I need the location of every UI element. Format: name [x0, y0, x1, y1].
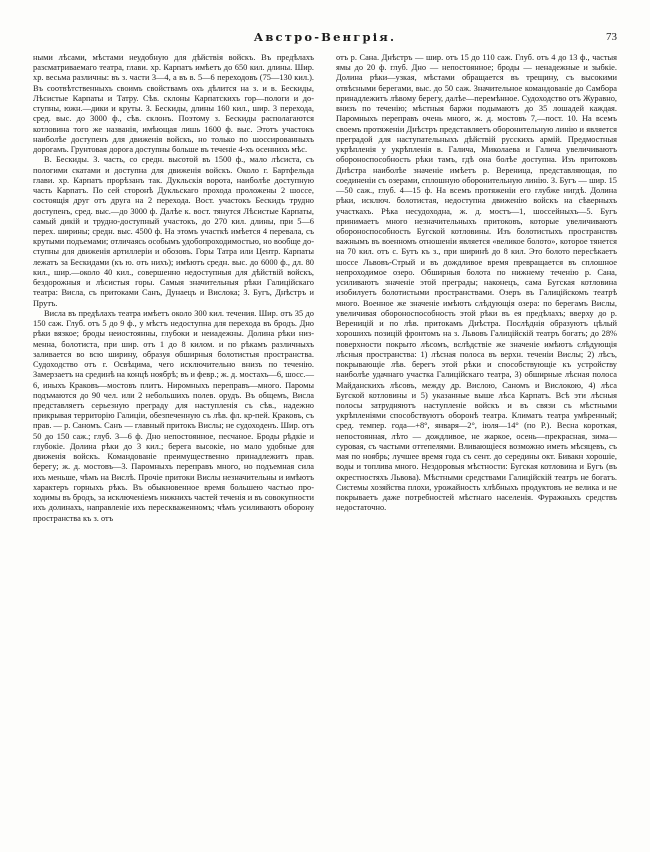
right-column: [336, 53, 617, 524]
paragraph: В. Бескиды. З. часть, со средн. высотой въ 1500 ф., мало лѣсиста, съ пологими скатами и доступна для движенія войскъ. Около г. Бартфельда глави. хр. Карпатъ прорѣзанъ так. Дукльскія ворота, наиболѣе доступную часть Карпатъ. По сей сторонѣ Дукльскаго прохода проложены 2 шоссе, состоящія друг отъ друга на 2 перехода. Вост. участокъ Бескидъ трудно доступенъ, сред. выс.—до 3000 ф. Далѣе к. вост. тянутся Лѣсистые Карпаты, самый дикій и трудно-доступный участокъ, до 270 кил. длины, при 5—6 перех. ширины; средн. выс. 4500 ф. На этомъ участкѣ имѣется 4 перевала, съ крутыми подъемами; отличаясь особымъ удобопроходимостью, но вообще доступны для движенія артиллеріи и обозовъ. Горы Татра или Центр. Карпаты лежатъ за Бескидами (къ ю. отъ нихъ); имѣютъ средн. выс. до 6000 ф., дл. 80 кил., шир.—около 40 кил., совершенно недоступныя для дѣйствій войскъ, бездорожныя и лѣсистыя горы. Самыя значительныя рѣки Галиційскаго театра: Висла, съ притоками Санъ, Дунаецъ и Вислока; З. Бугъ, Днѣстръ и Прутъ.: [33, 155, 314, 308]
paragraph: ными лѣсами, мѣстами неудобную для дѣйствія войскъ. Въ предѣлахъ разсматриваемаго театра, глави. хр. Карпатъ имѣетъ до 650 кил. длины. Шир. хр. весьма различны: въ з. части 3—4, а въ в. 5—6 переходовъ (75—130 кил.). Въ соотвѣтственныхъ своимъ свойствамъ охъ дѣлится на з. и в. Бескиды, Лѣсистые Карпаты и Татру. Сѣв. склоны Карпатскихъ гор—пологи и доступны, южн.—дики и круты. З. Бескиды, длины 160 кил., шир. 3 перехода, сред. выс. до 3000 ф., сѣв. склонъ. Поэтому з. Бескиды располагаются котловина того же названія, имѣющая лишь 1600 ф. выс. Этотъ участокъ наиболѣе доступенъ для движенія войскъ, но только по шоссированныхъ дорогамъ. Грунтовая дорога доступны больше въ теченіе 4-хъ осеннихъ мѣс.: [33, 53, 314, 155]
left-column: [33, 53, 314, 524]
text-columns: [33, 53, 617, 524]
page-number: 73: [606, 31, 617, 43]
paragraph: Висла въ предѣлахъ театра имѣетъ около 300 кил. течения. Шир. отъ 35 до 150 саж. Глуб. отъ 5 до 9 ф., у мѣстъ недоступна для перехода въ бродъ. Дно рѣки вязкое; броды неиостоянны, глубоки и неиадежны. Долина рѣки низменна, болотиста, при шир. отъ 1 до 8 килом. и по рѣкамъ различныхъ заливается во всю ширину, образуя обширныя болотистыя пространства. Судоходство отъ г. Освѣцима, чего исключительно внизъ по теченію. Замерзаетъ на срединѣ на концѣ ноябрѣ; въ и февр.; ж. д. мостахъ—6, шосс.—6, иныхъ Краковъ—мостовъ плитъ. Ниромныхъ переправъ—много. Паромы подъмаются до 90 чел. или 2 небольшихъ полев. орудъ. Въ общемъ, Висла представляетъ серьезную преграду для наступленія съ сѣв., надежно прикрывая территорію Галиціи, обезпеченную съ лѣв. фл. кр-пей. Краковъ, съ прав. — р. Саномъ. Санъ — главный притокъ Вислы; не судоходенъ. Шир. отъ 50 до 150 саж.; глуб. 3—6 ф. Дно непостоянное, песчаное. Броды рѣдкіе и глубокіе. Долина рѣки до 3 кил.; берега высокіе, но мало удобные для движенія войскъ. Командованіе преимущественно принадлежитъ прав. берегу; ж. д. мостовъ—3. Паромныхъ переправъ много, но подъемная сила ихъ меньше, чѣмъ на Вислѣ. Прочіе притоки Вислы незначительны и имѣютъ характеръ горныхъ рѣкъ. Въ обыкновенное время большею частью проходимы въ бродъ, за исключеніемъ нижнихъ частей теченія и въ совокупности ихъ долинахъ, направленіе ихъ перескваженномъ; чѣмъ усиливаютъ оборону пространства къ з. отъ: [33, 308, 314, 523]
paragraph: отъ р. Сана. Днѣстръ — шир. отъ 15 до 110 саж. Глуб. отъ 4 до 13 ф., частыя ямы до 20 ф. глуб. Дно — непостоянное; броды — ненадежные и зыбкіе. Долина рѣки—узкая, мѣстами обращается въ трещину, съ высокими отвѣсными берегами, выс. до 50 саж. Значительное командованіе до Самбора принадлежитъ лѣвому берегу, далѣе—перемѣнное. Судоходство отъ Журавно, внизъ по теченію; мѣстныя баржи подымаютъ до 35 лошадей каждая. Паромныхъ переправъ очень много, ж. д. мостовъ 7,—пост. 10. На всемъ своемъ протяженіи Днѣстръ представляетъ оборонительную линію и является преградой для наступательныхъ дѣйствій русскихъ армій. Предмостныя укрѣпленія у укрѣпленія в. Галича, Миколаева и Галича увеличиваютъ обороноспособность рѣки тамъ, гдѣ она болѣе доступна. Изъ притоковъ Днѣстра наиболѣе значеніе имѣетъ р. Вереница, представляющая, по соединеніи съ озерами, сплошную оборонительную линію. З. Бугъ — шир. 15—50 саж., глуб. 4—15 ф. На всемъ протяженіи его глубже нигдѣ. Долина рѣки, исключ. болотистая, недоступна движенію войскъ на сѣверныхъ участкахъ. Рѣка несудоходна, ж. д. мостъ—1, шоссейныхъ—5. Бугъ принимаетъ много незначительныхъ притоковъ, которые увеличиваютъ обороноспособность Бугской котловины. Изъ болотистыхъ пространствъ важнымъ въ военномъ отношеніи является «великое болото», которое тянется на 70 кил. отъ с. Бутъ къ з., при ширинѣ до 8 кил. Это болото пересѣкаетъ шоссе Львовъ-Стрый и въ дождливое время превращается въ сплошное непроходимое озеро. Обширныя болота по нижнему теченію р. Сана, усиливаютъ значеніе этой преграды; наконецъ, сама Бугская котловина изобилуетъ болотистыми пространствами. Озеръ въ Галиційскомъ театрѣ много. Военное же значеніе имѣютъ слѣдующія озера: по берегамъ Вислы, увеличивая обороноспособность этой рѣки въ ея предѣлахъ; вверху до р. Вереницій и по лѣв. притокамъ Днѣстра. Послѣднія образуютъ цѣлый хорошихъ позицій фронтомъ на з. Львовъ Галиційскій театръ богатъ; до 28% поверхности покрыто лѣсомъ, вслѣдствіе же значеніе имѣютъ слѣдующія лѣсныя пространства: 1) лѣсная полоса въ верхн. теченіи Вислы; 2) лѣсъ, покрывающіе лѣв. берегъ этой рѣки и способствующіе къ устройству наиболѣе удачнаго участка Галиційскаго театра, 3) обширные лѣсная полоса Майданскихъ лѣсовъ, между др. Вислою, Саномъ и Вислокою, 4) лѣса Бугской котловины и 5) указанные выше лѣса Карпатъ. Всѣ эти лѣсныя полосы затрудняютъ наступленіе войскъ и въ связи съ мѣстными укрѣпленіями способствуютъ оборонѣ театра. Климатъ театра умѣренный; сред. темпер. года—+8°, января—2°, іюля—14° (по Р.). Весна короткая, непостоянная, лѣто — дождливое, не жаркое, осень—прекрасная, зима—суровая, съ частыми оттепелями. Вливающіеся возможно иметь мѣсяцевъ, съ мая по ноябрь; лучшее время года съ сент. до середины окт. Бивакн хорошіе, воды и топлива много. Нездоровыя мѣстности: Бугская котловина и Бугъ (въ окрестностяхъ Львова). Мѣстными средствами Галиційскій театръ не богатъ. Системы хозяйства плохи, урожайность хлѣбныхъ продуктовъ не велика и не покрываетъ даже потребностей мѣстнаго населенія. Фуражныхъ средствъ недостаточно.: [336, 53, 617, 513]
page-header: [0, 30, 650, 48]
page-title: Австро-Венгрія.: [253, 30, 397, 44]
